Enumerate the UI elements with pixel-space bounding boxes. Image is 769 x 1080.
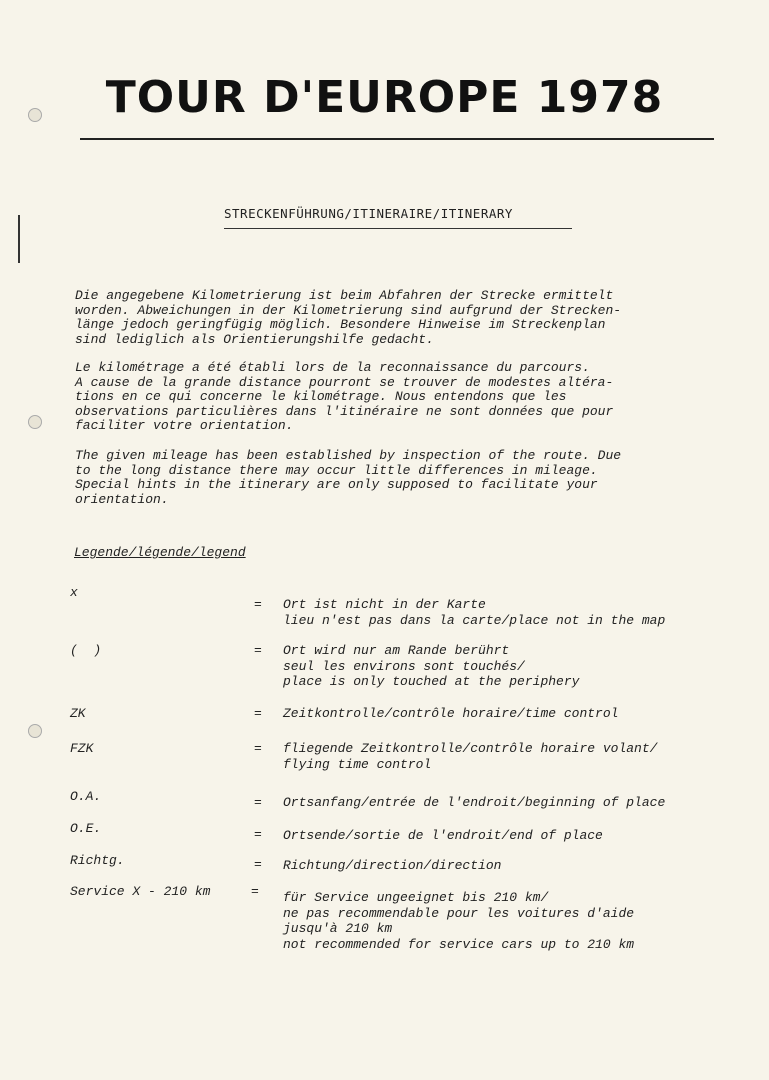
- definition-line: not recommended for service cars up to 210 km: [283, 936, 635, 952]
- paragraph-line: Die angegebene Kilometrierung ist beim Abfahren der Strecke ermittelt: [75, 288, 614, 303]
- legend-definition: [283, 795, 763, 811]
- paragraph-line: länge jedoch geringfügig möglich. Besondere Hinweise im Streckenplan: [75, 317, 606, 332]
- legend-definition: [283, 597, 763, 628]
- legend-definition: [283, 741, 763, 772]
- paragraph-german: [75, 289, 760, 347]
- punch-hole: [28, 724, 42, 738]
- definition-line: Ortsende/sortie de l'endroit/end of place: [283, 828, 603, 843]
- title-underline: [80, 138, 714, 140]
- legend-equals: =: [254, 741, 262, 756]
- paragraph-english: [75, 449, 760, 507]
- legend-equals: =: [254, 795, 262, 810]
- legend-definition: [283, 890, 763, 952]
- legend-definition: [283, 858, 763, 874]
- definition-line: ne pas recommendable pour les voitures d'aide: [283, 905, 635, 921]
- paragraph-line: tions en ce qui concerne le kilométrage. Nous entendons que les: [75, 389, 567, 404]
- definition-line: Ort wird nur am Rande berührt: [283, 643, 510, 658]
- legend-equals: =: [254, 706, 262, 721]
- definition-line: flying time control: [283, 756, 432, 772]
- paragraph-line: sind lediglich als Orientierungshilfe gedacht.: [75, 331, 434, 347]
- subtitle-underline: [224, 228, 572, 229]
- legend-term: ( ): [70, 643, 102, 658]
- legend-term: Service X - 210 km: [70, 884, 211, 899]
- legend-term: O.A.: [70, 789, 102, 804]
- definition-line: fliegende Zeitkontrolle/contrôle horaire volant/: [283, 741, 658, 756]
- paragraph-line: observations particulières dans l'itinéraire ne sont données que pour: [75, 403, 614, 419]
- legend-term: x: [70, 585, 78, 600]
- definition-line: seul les environs sont touchés/: [283, 658, 525, 674]
- definition-line: Richtung/direction/direction: [283, 858, 502, 873]
- legend-term: FZK: [70, 741, 94, 756]
- section-subtitle: STRECKENFÜHRUNG/ITINERAIRE/ITINERARY: [224, 206, 513, 221]
- document-title: TOUR D'EUROPE 1978: [105, 72, 664, 123]
- margin-mark: [18, 215, 20, 263]
- legend-term: O.E.: [70, 821, 102, 836]
- legend-equals: =: [254, 827, 262, 842]
- paragraph-line: Le kilométrage a été établi lors de la reconnaissance du parcours.: [75, 360, 590, 375]
- legend-equals: =: [251, 884, 259, 899]
- legend-term: ZK: [70, 706, 86, 721]
- paragraph-line: Special hints in the itinerary are only supposed to facilitate your: [75, 477, 598, 492]
- paragraph-line: faciliter votre orientation.: [75, 418, 294, 433]
- definition-line: place is only touched at the periphery: [283, 674, 580, 689]
- definition-line: für Service ungeeignet bis 210 km/: [283, 890, 549, 905]
- legend-definition: [283, 706, 763, 722]
- paragraph-line: to the long distance there may occur little differences in mileage.: [75, 462, 598, 478]
- definition-line: Zeitkontrolle/contrôle horaire/time control: [283, 706, 619, 721]
- legend-definition: [283, 643, 763, 690]
- paragraph-french: [75, 361, 760, 434]
- legend-equals: =: [254, 597, 262, 612]
- legend-term: Richtg.: [70, 853, 125, 868]
- legend-definition: [283, 828, 763, 844]
- paragraph-line: A cause de la grande distance pourront se trouver de modestes altéra-: [75, 374, 614, 390]
- paragraph-line: orientation.: [75, 491, 169, 507]
- definition-line: Ortsanfang/entrée de l'endroit/beginning of place: [283, 795, 666, 810]
- legend-heading: Legende/légende/legend: [74, 545, 246, 560]
- paragraph-line: The given mileage has been established by inspection of the route. Due: [75, 448, 622, 463]
- paragraph-line: worden. Abweichungen in der Kilometrierung sind aufgrund der Strecken-: [75, 302, 622, 318]
- legend-equals: =: [254, 643, 262, 658]
- punch-hole: [28, 415, 42, 429]
- definition-line: lieu n'est pas dans la carte/place not in the map: [283, 612, 666, 628]
- legend-equals: =: [254, 857, 262, 872]
- definition-line: jusqu'à 210 km: [283, 921, 393, 936]
- definition-line: Ort ist nicht in der Karte: [283, 597, 486, 612]
